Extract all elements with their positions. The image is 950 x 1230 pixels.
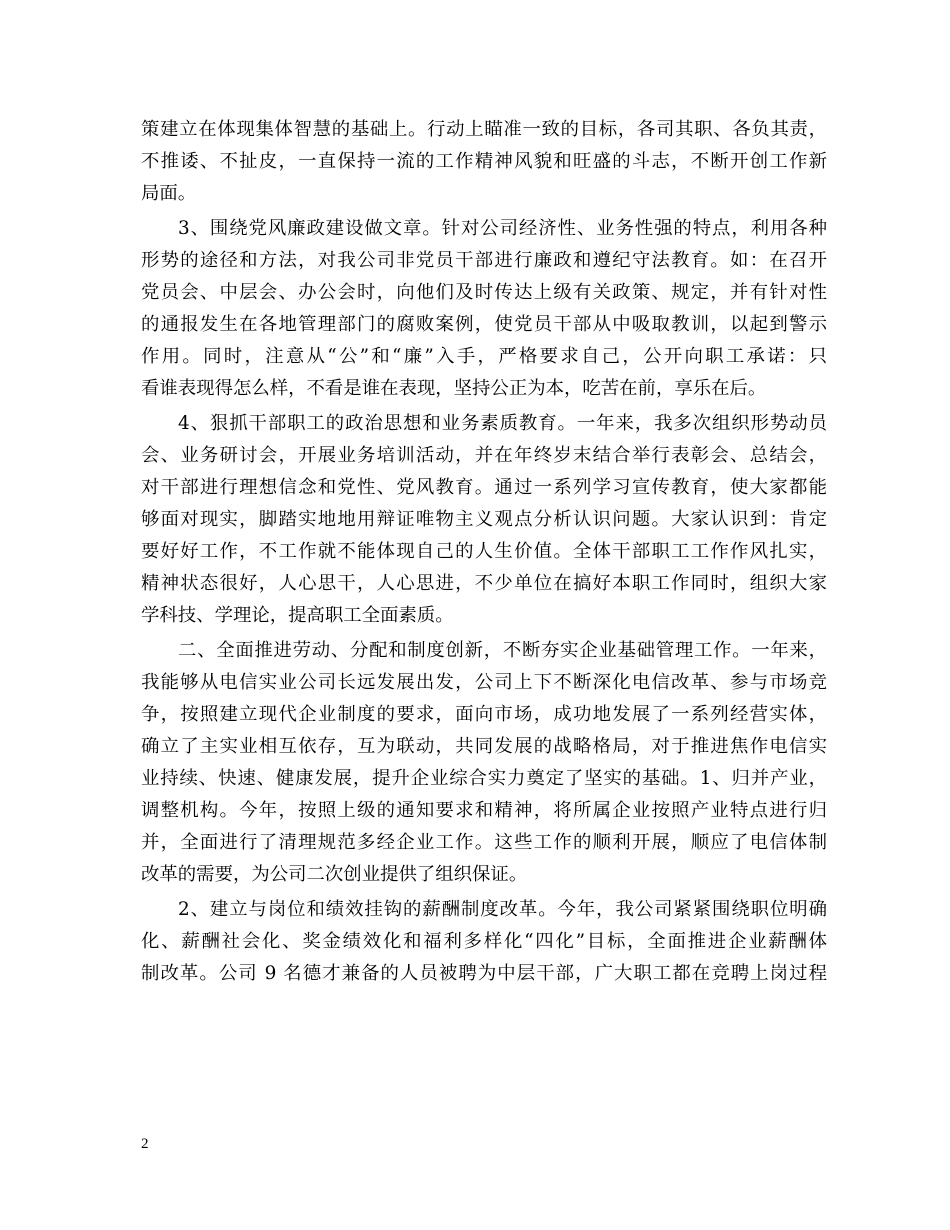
text-line: 形势的途径和方法，对我公司非党员干部进行廉政和遵纪守法教育。如：在召开	[141, 250, 827, 271]
text-line: 调整机构。今年，按照上级的通知要求和精神，将所属企业按照产业特点进行归	[141, 800, 827, 821]
text-line: 制改革。公司 9 名德才兼备的人员被聘为中层干部，广大职工都在竞聘上岗过程	[141, 963, 827, 984]
text-line: 我能够从电信实业公司长远发展出发，公司上下不断深化电信改革、参与市场竞	[141, 672, 827, 693]
page-number: 2	[141, 1136, 149, 1152]
text-line: 3、围绕党风廉政建设做文章。针对公司经济性、业务性强的特点，利用各种	[178, 218, 827, 239]
text-line: 看谁表现得怎么样，不看是谁在表现，坚持公正为本，吃苦在前，享乐在后。	[141, 378, 767, 399]
text-line: 精神状态很好，人心思干，人心思进，不少单位在搞好本职工作同时，组织大家	[141, 573, 827, 594]
text-line: 二、全面推进劳动、分配和制度创新，不断夯实企业基础管理工作。一年来，	[178, 640, 827, 661]
text-line: 学科技、学理论，提高职工全面素质。	[141, 605, 454, 626]
text-line: 改革的需要，为公司二次创业提供了组织保证。	[141, 864, 528, 885]
text-line: 确立了主实业相互依存，互为联动，共同发展的战略格局，对于推进焦作电信实	[141, 736, 827, 757]
text-line: 策建立在体现集体智慧的基础上。行动上瞄准一致的目标，各司其职、各负其责，	[141, 119, 827, 140]
text-line: 局面。	[141, 183, 197, 204]
text-line: 党员会、中层会、办公会时，向他们及时传达上级有关政策、规定，并有针对性	[141, 282, 827, 303]
text-line: 的通报发生在各地管理部门的腐败案例，使党员干部从中吸取教训，以起到警示	[141, 314, 827, 335]
body-text	[141, 114, 827, 990]
text-line: 并，全面进行了清理规范多经企业工作。这些工作的顺利开展，顺应了电信体制	[141, 832, 827, 853]
text-line: 争，按照建立现代企业制度的要求，面向市场，成功地发展了一系列经营实体，	[141, 704, 827, 725]
text-line: 会、业务研讨会，开展业务培训活动，并在年终岁末结合举行表彰会、总结会，	[141, 445, 827, 466]
text-line: 业持续、快速、健康发展，提升企业综合实力奠定了坚实的基础。1、归并产业，	[141, 768, 827, 789]
text-line: 够面对现实，脚踏实地地用辩证唯物主义观点分析认识问题。大家认识到：肯定	[141, 509, 827, 530]
text-line: 4、狠抓干部职工的政治思想和业务素质教育。一年来，我多次组织形势动员	[178, 413, 827, 434]
text-line: 2、建立与岗位和绩效挂钩的薪酬制度改革。今年，我公司紧紧围绕职位明确	[178, 899, 827, 920]
text-line: 化、薪酬社会化、奖金绩效化和福利多样化“四化”目标，全面推进企业薪酬体	[141, 931, 827, 952]
text-line: 对干部进行理想信念和党性、党风教育。通过一系列学习宣传教育，使大家都能	[141, 477, 827, 498]
text-line: 要好好工作，不工作就不能体现自己的人生价值。全体干部职工工作作风扎实，	[141, 541, 827, 562]
text-line: 作用。同时，注意从“公”和“廉”入手，严格要求自己，公开向职工承诺：只	[141, 346, 827, 367]
text-line: 不推诿、不扯皮，一直保持一流的工作精神风貌和旺盛的斗志，不断开创工作新	[141, 151, 827, 172]
